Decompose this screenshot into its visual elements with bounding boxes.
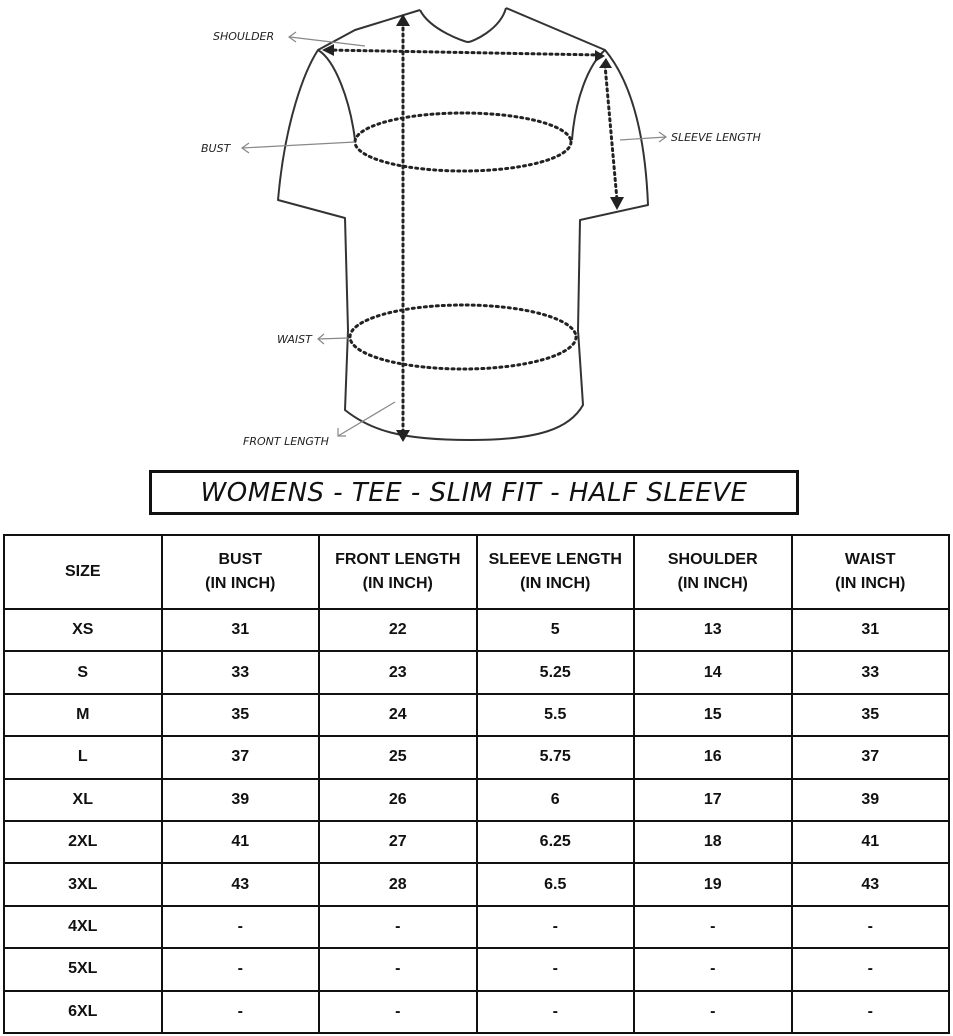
shoulder-cell: - xyxy=(634,991,792,1033)
front-length-cell: 22 xyxy=(319,609,477,651)
table-row xyxy=(4,651,949,693)
sleeve-length-cell: 5.5 xyxy=(477,694,635,736)
table-row xyxy=(4,863,949,905)
front-length-cell: 27 xyxy=(319,821,477,863)
waist-cell: 35 xyxy=(792,694,950,736)
bust-cell: 31 xyxy=(162,609,320,651)
header-bust xyxy=(162,535,320,609)
waist-cell: 43 xyxy=(792,863,950,905)
shoulder-cell: 13 xyxy=(634,609,792,651)
header-label: SHOULDER xyxy=(667,551,758,568)
bust-label: BUST xyxy=(201,142,231,155)
front-length-cell: - xyxy=(319,948,477,990)
table-row xyxy=(4,906,949,948)
waist-label: WAIST xyxy=(277,333,312,346)
shoulder-cell: 14 xyxy=(634,651,792,693)
header-unit: (IN INCH) xyxy=(520,575,591,592)
bust-cell: 37 xyxy=(162,736,320,778)
size-cell: L xyxy=(4,736,162,778)
callout-pointers xyxy=(242,32,666,436)
front-length-cell: 24 xyxy=(319,694,477,736)
header-sleeve-length xyxy=(477,535,635,609)
size-cell: 4XL xyxy=(4,906,162,948)
front-length-cell: 23 xyxy=(319,651,477,693)
shoulder-cell: 15 xyxy=(634,694,792,736)
waist-cell: 31 xyxy=(792,609,950,651)
header-shoulder xyxy=(634,535,792,609)
header-front-length xyxy=(319,535,477,609)
tshirt-measurement-diagram xyxy=(0,0,953,465)
chart-title-box xyxy=(149,470,799,515)
waist-cell: 33 xyxy=(792,651,950,693)
table-row xyxy=(4,736,949,778)
tshirt-outline-icon xyxy=(278,8,648,440)
size-cell: 5XL xyxy=(4,948,162,990)
sleeve-length-cell: 5.75 xyxy=(477,736,635,778)
size-cell: M xyxy=(4,694,162,736)
sleeve-length-cell: 6.25 xyxy=(477,821,635,863)
front-length-cell: 25 xyxy=(319,736,477,778)
shoulder-cell: 18 xyxy=(634,821,792,863)
shoulder-cell: - xyxy=(634,948,792,990)
chart-title: WOMENS - TEE - SLIM FIT - HALF SLEEVE xyxy=(200,477,748,508)
front-length-cell: 26 xyxy=(319,779,477,821)
header-size xyxy=(4,535,162,609)
header-unit: (IN INCH) xyxy=(835,575,906,592)
sleeve-length-cell: 6.5 xyxy=(477,863,635,905)
shoulder-cell: 16 xyxy=(634,736,792,778)
sleeve-length-cell: 5.25 xyxy=(477,651,635,693)
header-label: SIZE xyxy=(64,563,101,580)
table-row xyxy=(4,609,949,651)
size-cell: 2XL xyxy=(4,821,162,863)
bust-cell: 41 xyxy=(162,821,320,863)
bust-cell: 43 xyxy=(162,863,320,905)
header-unit: (IN INCH) xyxy=(677,575,748,592)
front-length-cell: - xyxy=(319,906,477,948)
header-waist xyxy=(792,535,950,609)
size-chart-table xyxy=(3,534,950,1034)
size-cell: XL xyxy=(4,779,162,821)
waist-cell: - xyxy=(792,948,950,990)
front-length-cell: - xyxy=(319,991,477,1033)
sleeve-length-cell: 5 xyxy=(477,609,635,651)
table-row xyxy=(4,821,949,863)
waist-cell: 39 xyxy=(792,779,950,821)
size-cell: 3XL xyxy=(4,863,162,905)
table-row xyxy=(4,948,949,990)
sleeve-length-cell: - xyxy=(477,991,635,1033)
front-length-cell: 28 xyxy=(319,863,477,905)
bust-cell: - xyxy=(162,948,320,990)
table-row xyxy=(4,991,949,1033)
header-label: WAIST xyxy=(844,551,896,568)
shoulder-cell: 17 xyxy=(634,779,792,821)
waist-cell: 37 xyxy=(792,736,950,778)
sleeve-length-cell: 6 xyxy=(477,779,635,821)
size-cell: S xyxy=(4,651,162,693)
bust-cell: 39 xyxy=(162,779,320,821)
shoulder-cell: - xyxy=(634,906,792,948)
shoulder-cell: 19 xyxy=(634,863,792,905)
header-unit: (IN INCH) xyxy=(205,575,276,592)
bust-cell: - xyxy=(162,906,320,948)
sleeve-length-label: SLEEVE LENGTH xyxy=(671,131,761,144)
table-row xyxy=(4,779,949,821)
waist-cell: 41 xyxy=(792,821,950,863)
header-label: SLEEVE LENGTH xyxy=(488,551,622,568)
bust-cell: 33 xyxy=(162,651,320,693)
header-unit: (IN INCH) xyxy=(362,575,433,592)
shoulder-label: SHOULDER xyxy=(213,30,275,43)
bust-cell: 35 xyxy=(162,694,320,736)
table-row xyxy=(4,694,949,736)
header-label: FRONT LENGTH xyxy=(335,551,461,568)
bust-cell: - xyxy=(162,991,320,1033)
front-length-label: FRONT LENGTH xyxy=(243,435,329,448)
measurement-guides xyxy=(328,22,617,432)
sleeve-length-cell: - xyxy=(477,948,635,990)
measurement-arrowheads xyxy=(322,14,624,442)
header-label: BUST xyxy=(218,551,263,568)
size-cell: 6XL xyxy=(4,991,162,1033)
table-header-row xyxy=(4,535,949,609)
waist-cell: - xyxy=(792,991,950,1033)
waist-cell: - xyxy=(792,906,950,948)
size-cell: XS xyxy=(4,609,162,651)
sleeve-length-cell: - xyxy=(477,906,635,948)
